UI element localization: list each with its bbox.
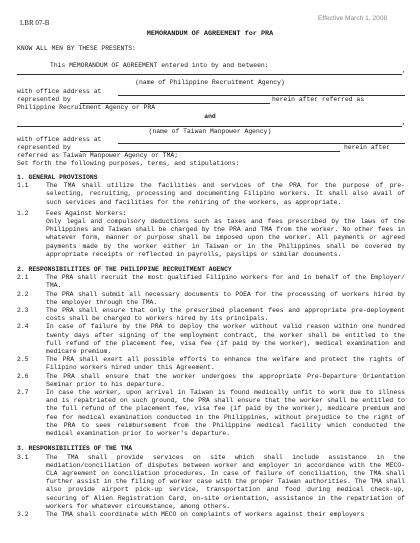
clause-text: The PRA shall ensure that only the prescribed placement fees and appropriate pre-deployment costs shall be charged to workers hired by its principals. <box>46 307 405 323</box>
clause-number: 3.2 <box>17 510 29 518</box>
clause <box>17 373 405 389</box>
clause <box>17 182 405 207</box>
tma-name-label: (name of Taiwan Manpower Agency) <box>148 128 272 135</box>
effective-date: Effective March 1, 2008 <box>318 15 388 22</box>
clause-number: 2.1 <box>17 274 29 282</box>
section-heading: 2. RESPONSIBILITIES OF THE PHILIPPINE RECRUITMENT AGENCY <box>17 266 232 274</box>
clause-text: In case of failure by the PRA to deploy the worker without valid reason within one hundred twenty days after signing of the employment contract, the worker shall be entitled to the full refund of the placement fee, visa fee (if paid by the worker), medical examination and medicare premium. <box>46 323 405 356</box>
clause-subtext: Only legal and compulsory deductions such as taxes and fees prescribed by the laws of the Philippines and Taiwan shall be charged by the PRA and TMA from the worker. No other fees in whatever form, manner or purpose shall be imposed upon the worker. All payments or agreed payments made by the worker either in Taiwan or in the Philippines shall be covered by appropriate receipts or reflected in payrolls, payslips or similar documents. <box>46 218 405 258</box>
clause <box>17 291 405 307</box>
pra-office-label: with office address at <box>17 88 102 95</box>
tma-name-blank <box>17 126 402 127</box>
clause-number: 2.5 <box>17 356 29 364</box>
and-conjunction: and <box>204 113 216 120</box>
tma-office-label: with office address at <box>17 136 102 143</box>
clause <box>17 389 405 438</box>
set-forth-line: Set forth the following purposes, terms, and stipulations: <box>17 160 240 167</box>
clause <box>17 274 405 290</box>
clause <box>17 210 405 218</box>
clause-number: 2.6 <box>17 372 29 380</box>
clause-number: 2.3 <box>17 307 29 315</box>
tma-reference: referred as Taiwan Manpower Agency or TMA; <box>17 152 179 159</box>
agreement-body <box>17 168 405 519</box>
pra-represented-label: represented by <box>17 96 71 103</box>
section-heading: 3. RESPONSIBILITIES OF THE TMA <box>17 445 133 453</box>
clause <box>17 454 405 511</box>
clause-number: 1.2 <box>17 209 29 217</box>
clause-number: 1.1 <box>17 182 29 190</box>
clause-text: The TMA shall utilize the facilities and services of the PRA for the purpose of pre-selecting, recruiting, processing and documenting Filipino workers. It shall also avail of such services and facilities for the rehiring of the workers, as appropriate. <box>46 182 405 206</box>
clause-text: The PRA shall recruit the most qualified Filipino workers for and in behalf of the Employer/ TMA. <box>46 274 405 290</box>
clause-number: 2.4 <box>17 323 29 331</box>
clause-text: The TMA shall coordinate with MECO on complaints of workers against their employers <box>46 510 365 518</box>
clause <box>17 511 405 519</box>
clause <box>17 356 405 372</box>
tma-represented-label: represented by <box>17 144 71 151</box>
clause-text: The PRA shall ensure that the worker undergoes the appropriate Pre-Departure Orientation Seminar prior to his departure. <box>46 372 405 388</box>
clause-number: 2.7 <box>17 389 29 397</box>
pra-reference: Philippine Recruitment Agency or PRA <box>17 104 156 111</box>
clause-number: 2.2 <box>17 290 29 298</box>
clause-text: Fees Against Workers: <box>46 209 127 217</box>
clause <box>17 323 405 356</box>
clause-text: The PRA shall submit all necessary documents to POEA for the processing of workers hired by the employer through the TMA. <box>46 290 405 306</box>
form-code: LBR 07-B <box>20 19 50 27</box>
clause-text: In case the worker, upon arrival in Taiwan is found medically unfit to work due to illness and is repatriated on such ground, the PRA shall ensure that the worker shall be entitled to the full refund of the placement fee, visa fee (if paid by the worker), medicare premium and fee for medical examination conducted in the Philippines, without prejudice to the right of the PRA to seek reimbursement from the Philippine medical facility which conducted the medical examination prior to worker's departure. <box>46 389 405 438</box>
tma-herein-after: herein after <box>344 144 391 151</box>
entered-line: This MEMORANDUM OF AGREEMENT entered into by and between: <box>50 62 269 69</box>
pra-name-blank <box>17 74 402 75</box>
document-title: MEMORANDUM OF AGREEMENT for PRA <box>146 30 274 38</box>
know-all-line: KNOW ALL MEN BY THESE PRESENTS: <box>17 45 136 52</box>
pra-herein-after: herein after referred as <box>272 96 365 103</box>
clause-text: The TMA shall provide services on site which shall include assistance in the mediation/conciliation of disputes between worker and employer in accordance with the MECO-CLA agreement on conciliation procedures. In case of failure of conciliation, the TMA shall further assist in the filing of worker case with the proper Taiwan authorities. The TMA shall also provide airport pick-up service, transportation and food during medical check-up, securing of Alien Registration Card, on-site orientation, assistance in the repatriation of workers for whatever circumstance, among others. <box>46 453 405 510</box>
clause-text: The PRA shall exert all possible efforts to enhance the welfare and protect the rights of Filipino workers hired under this Agreement. <box>46 356 405 372</box>
clause <box>17 307 405 323</box>
document-page: LBR 07-B Effective March 1, 2008 MEMORANDUM OF AGREEMENT for PRA KNOW ALL MEN BY THESE PRESENTS: This MEMORANDUM OF AGREEMENT entered into by and between: , (name of Philippine Recruitment Agency) with office address at represented by herein after referred as Philippine Recruitment Agency or PRA and , (name of Taiwan Manpower Agency) with office address at represented by herein after referred as Taiwan Manpower Agency or TMA; Set forth the following purposes, terms, and stipulations: 1. GENERAL PROVISIONS 1.1 The TMA shall utilize the facilities and services of the PRA for the purpose of pre-selecting, recruiting, processing and documenting Filipino workers. It shall also avail of such services and facilities for the rehiring of the workers, as appropriate. 1.2 Fees Against Workers: Only legal and compulsory deductions such as taxes and fees prescribed by the laws of the Philippines and Taiwan shall be charged by the PRA and TMA from the worker. No other fees in whatever form, manner or purpose shall be imposed upon the worker. All payments or agreed payments made by the worker either in Taiwan or in the Philippines shall be covered by appropriate receipts or reflected in payrolls, payslips or similar documents. 2. RESPONSIBILITIES OF THE PHILIPPINE RECRUITMENT AGENCY 2.1 The PRA shall recruit the most qualified Filipino workers for and in behalf of the Employer/ TMA. 2.2 The PRA shall submit all necessary documents to POEA for the processing of workers hired by the employer through the TMA. 2.3 The PRA shall ensure that only the prescribed placement fees and appropriate pre-deployment costs shall be charged to workers hired by its principals. 2.4 In case of failure by the PRA to deploy the worker without valid reason within one hundred twenty days after signing of the employment contract, the worker shall be entitled to the full refund of the placement fee, visa fee (if paid by the worker), medical examination and medicare premium. 2.5 The PRA shall exert all possible efforts to enhance the welfare and protect the rights of Filipino workers hired under this Agreement. 2.6 The PRA shall ensure that the worker undergoes the appropriate Pre-Departure Orientation Seminar prior to his departure. 2.7 In case the worker, upon arrival in Taiwan is found medically unfit to work due to illness and is repatriated on such ground, the PRA shall ensure that the worker shall be entitled to the full refund of the placement fee, visa fee (if paid by the worker), medicare premium and fee for medical examination conducted in the Philippines, without prejudice to the right of the PRA to seek reimbursement from the Philippine medical facility which conducted the medical examination prior to worker's departure. 3. RESPONSIBILITIES OF THE TMA 3.1 The TMA shall provide services on site which shall include assistance in the mediation/conciliation of disputes between worker and employer in accordance with the MECO-CLA agreement on conciliation procedures. In case of failure of conciliation, the TMA shall further assist in the filing of worker case with the proper Taiwan authorities. The TMA shall also provide airport pick-up service, transportation and food during medical check-up, securing of Alien Registration Card, on-site orientation, assistance in the repatriation of workers for whatever circumstance, among others. 3.2 The TMA shall coordinate with MECO on complaints of workers against their employers <box>0 0 420 543</box>
pra-name-label: (name of Philippine Recruitment Agency) <box>135 79 285 86</box>
clause-number: 3.1 <box>17 453 29 461</box>
section-heading: 1. GENERAL PROVISIONS <box>17 174 98 181</box>
